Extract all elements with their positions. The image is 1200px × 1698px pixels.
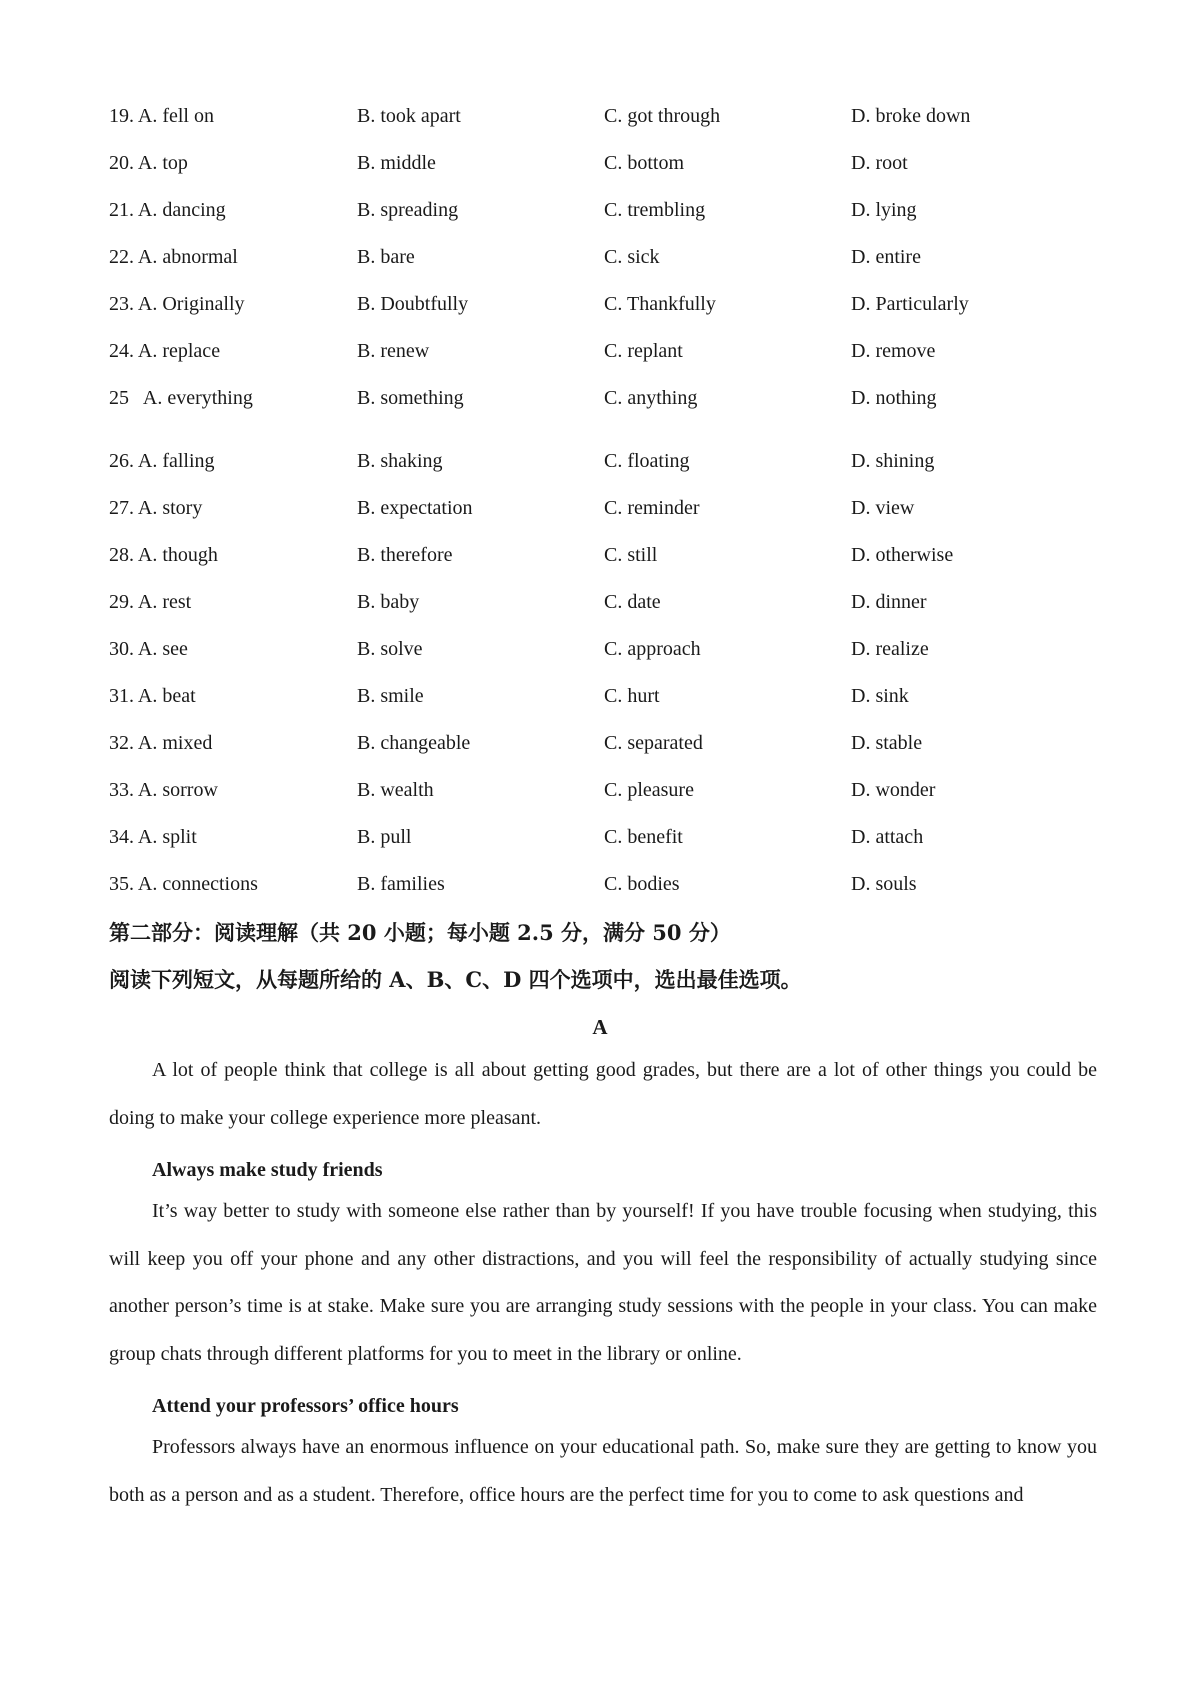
option-d: D. dinner	[851, 591, 927, 613]
option-b: B. pull	[357, 826, 412, 848]
option-row	[109, 587, 1109, 617]
option-row	[109, 822, 1109, 852]
option-a: 34. A. split	[109, 826, 197, 848]
option-c: C. hurt	[604, 685, 660, 707]
option-row	[109, 728, 1109, 758]
option-row	[109, 148, 1109, 178]
option-c: C. anything	[604, 387, 698, 409]
option-b: B. expectation	[357, 497, 473, 519]
option-c: C. sick	[604, 246, 660, 268]
option-b: B. solve	[357, 638, 423, 660]
option-a: 29. A. rest	[109, 591, 192, 613]
option-b: B. something	[357, 387, 464, 409]
option-a: 21. A. dancing	[109, 199, 226, 221]
option-a: 25 A. everything	[109, 387, 253, 409]
option-b: B. bare	[357, 246, 415, 268]
option-d: D. shining	[851, 450, 935, 472]
option-c: C. got through	[604, 105, 721, 127]
option-d: D. Particularly	[851, 293, 969, 315]
option-b: B. middle	[357, 152, 436, 174]
option-row	[109, 681, 1109, 711]
option-a: 26. A. falling	[109, 450, 215, 472]
option-b: B. therefore	[357, 544, 453, 566]
option-row	[109, 493, 1109, 523]
option-c: C. reminder	[604, 497, 700, 519]
option-c: C. approach	[604, 638, 701, 660]
option-d: D. root	[851, 152, 908, 174]
option-c: C. separated	[604, 732, 703, 754]
option-row	[109, 869, 1109, 899]
option-b: B. changeable	[357, 732, 471, 754]
option-a: 28. A. though	[109, 544, 218, 566]
option-row	[109, 289, 1109, 319]
option-b: B. wealth	[357, 779, 434, 801]
option-b: B. families	[357, 873, 445, 895]
option-c: C. benefit	[604, 826, 683, 848]
option-d: D. lying	[851, 199, 917, 221]
option-a: 35. A. connections	[109, 873, 258, 895]
option-b: B. renew	[357, 340, 430, 362]
option-c: C. pleasure	[604, 779, 694, 801]
option-c: C. trembling	[604, 199, 706, 221]
option-d: D. entire	[851, 246, 921, 268]
option-row	[109, 540, 1109, 570]
section-heading-office-hours: Attend your professors’ office hours	[152, 1395, 459, 1417]
option-b: B. Doubtfully	[357, 293, 469, 315]
option-row	[109, 242, 1109, 272]
option-c: C. Thankfully	[604, 293, 716, 315]
option-b: B. baby	[357, 591, 420, 613]
option-c: C. still	[604, 544, 658, 566]
option-row	[109, 383, 1109, 413]
option-d: D. otherwise	[851, 544, 954, 566]
option-d: D. souls	[851, 873, 917, 895]
option-d: D. attach	[851, 826, 924, 848]
option-c: C. bottom	[604, 152, 685, 174]
option-a: 22. A. abnormal	[109, 246, 238, 268]
option-d: D. view	[851, 497, 915, 519]
option-d: D. realize	[851, 638, 929, 660]
section-body-office-hours: Professors always have an enormous influence on your educational path. So, make sure they are getting to know you both as a person and as a student. Therefore, office hours are the perfect time for you to come to ask questions and	[109, 1436, 1097, 1506]
option-d: D. wonder	[851, 779, 936, 801]
option-d: D. nothing	[851, 387, 937, 409]
option-row	[109, 634, 1109, 664]
option-row	[109, 446, 1109, 476]
passage-title: A	[592, 1015, 608, 1039]
option-d: D. broke down	[851, 105, 971, 127]
option-a: 32. A. mixed	[109, 732, 213, 754]
option-a: 24. A. replace	[109, 340, 221, 362]
option-a: 31. A. beat	[109, 685, 196, 707]
option-c: C. date	[604, 591, 661, 613]
option-c: C. floating	[604, 450, 690, 472]
option-b: B. took apart	[357, 105, 461, 127]
option-b: B. smile	[357, 685, 424, 707]
section-body-study-friends: It’s way better to study with someone else rather than by yourself! If you have trouble focusing when studying, this will keep you off your phone and any other distractions, and you will feel the responsibility of actually studying since another person’s time is at stake. Make sure you are arranging study sessions with the people in your class. You can make group chats through different platforms for you to meet in the library or online.	[109, 1200, 1097, 1365]
option-row	[109, 195, 1109, 225]
option-a: 20. A. top	[109, 152, 188, 174]
option-a: 33. A. sorrow	[109, 779, 218, 801]
option-b: B. spreading	[357, 199, 459, 221]
option-c: C. replant	[604, 340, 683, 362]
passage-intro: A lot of people think that college is all about getting good grades, but there are a lot of other things you could be doing to make your college experience more pleasant.	[109, 1059, 1097, 1129]
part-two-heading: 第二部分：阅读理解（共 20 小题；每小题 2.5 分，满分 50 分）	[109, 920, 731, 945]
section-heading-study-friends: Always make study friends	[152, 1159, 383, 1181]
option-a: 19. A. fell on	[109, 105, 214, 127]
option-a: 23. A. Originally	[109, 293, 245, 315]
option-a: 30. A. see	[109, 638, 188, 660]
option-d: D. stable	[851, 732, 923, 754]
option-c: C. bodies	[604, 873, 680, 895]
option-d: D. sink	[851, 685, 909, 707]
option-row	[109, 336, 1109, 366]
option-row	[109, 101, 1109, 131]
part-two-instruction: 阅读下列短文，从每题所给的 A、B、C、D 四个选项中，选出最佳选项。	[109, 967, 802, 992]
option-a: 27. A. story	[109, 497, 203, 519]
option-b: B. shaking	[357, 450, 443, 472]
option-row	[109, 775, 1109, 805]
option-d: D. remove	[851, 340, 936, 362]
